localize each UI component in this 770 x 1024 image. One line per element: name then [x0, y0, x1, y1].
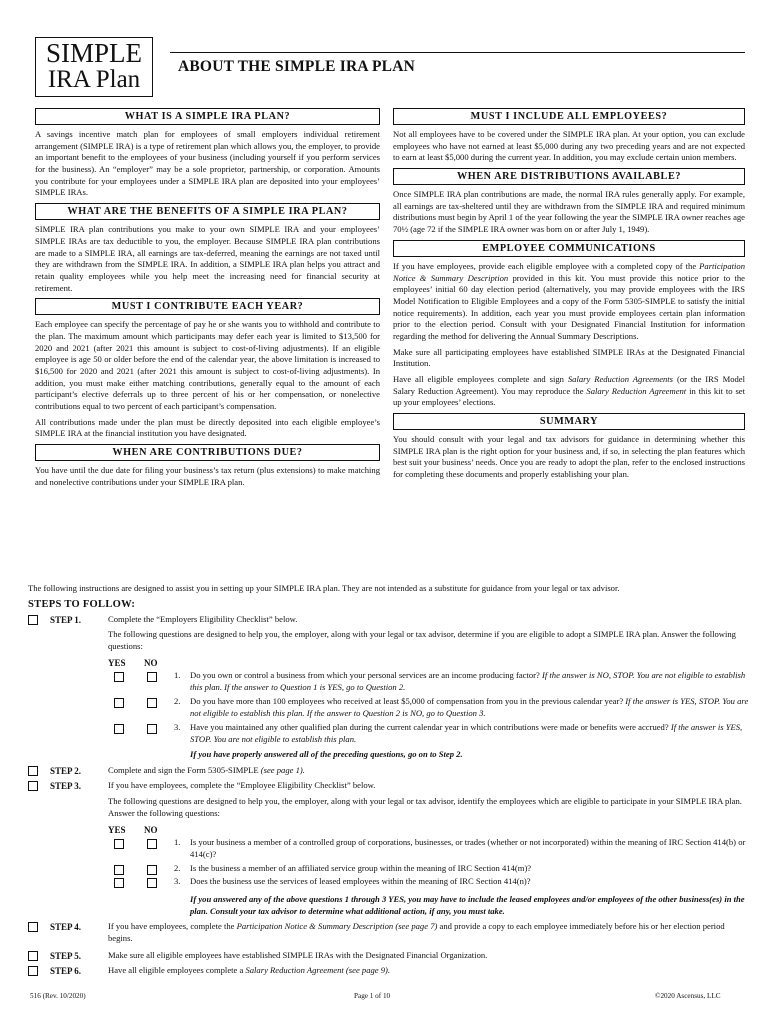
step-3-no-header: NO	[144, 825, 158, 835]
step-2-checkbox[interactable]	[28, 766, 38, 776]
paragraph-contribute: Each employee can specify the percentage of pay he or she wants you to withhold and contribute to the plan. The maximum amount which participants may defer each year is limited to $13,500 for 2020 and 2021 (after 2021 this amount is subject to cost-of-living adjustments). If an eligible employee is age 50 or older before the end of the calendar year, the above limitation is increased to $16,500 for 2020 and 2021 (after 2021 this amount is subject to cost-of-living adjustments). In addition, you must make either matching contributions, generally equal to the amount of each participant’s elective deferrals up to three percent of his or her compensation, or nonelective contributions equal to two percent of each participant’s compensation.	[35, 319, 380, 412]
step-5-text: Make sure all eligible employees have established SIMPLE IRAs with the Designated Financial Organization.	[108, 950, 488, 960]
step-6-label: STEP 6.	[50, 966, 82, 976]
footer-page-number: Page 1 of 10	[354, 992, 391, 1000]
section-heading-what-is: WHAT IS A SIMPLE IRA PLAN?	[35, 108, 380, 125]
step-3-description: The following questions are designed to help you, the employer, along with your legal or tax advisor, identify the employees which are eligible to participate in your SIMPLE IRA plan. Answer the following questions:	[108, 796, 742, 818]
step-3-label: STEP 3.	[50, 781, 82, 791]
step-6-text: Have all eligible employees complete a Salary Reduction Agreement (see page 9).	[108, 965, 391, 975]
paragraph-salary-reduction: Have all eligible employees complete and sign Salary Reduction Agreements (or the IRS Model Salary Reduction Agreement). You may reproduce the Salary Reduction Agreement in this kit to set up your employees’ elections.	[393, 374, 746, 408]
step-2-text: Complete and sign the Form 5305-SIMPLE (see page 1).	[108, 765, 305, 775]
section-heading-due: WHEN ARE CONTRIBUTIONS DUE?	[35, 444, 380, 461]
header-rule	[170, 52, 745, 53]
eq1-yes-checkbox[interactable]	[114, 839, 124, 849]
paragraph-participating: Make sure all participating employees have established SIMPLE IRAs at the Designated Financial Institution.	[393, 346, 745, 369]
eq3-yes-checkbox[interactable]	[114, 878, 124, 888]
eq2-no-checkbox[interactable]	[147, 865, 157, 875]
step-3-yes-header: YES	[108, 825, 126, 835]
section-heading-communications: EMPLOYEE COMMUNICATIONS	[393, 240, 745, 257]
q2-yes-checkbox[interactable]	[114, 698, 124, 708]
page-title: ABOUT THE SIMPLE IRA PLAN	[178, 58, 415, 75]
eq3-no-checkbox[interactable]	[147, 878, 157, 888]
step-1-text: Complete the “Employers Eligibility Checklist” below.	[108, 614, 298, 624]
step-4-checkbox[interactable]	[28, 922, 38, 932]
eq1-no-checkbox[interactable]	[147, 839, 157, 849]
paragraph-distributions: Once SIMPLE IRA plan contributions are made, the normal IRA rules generally apply. For example, all earnings are tax-sheltered until they are withdrawn from the SIMPLE IRA and required minimum distributions must begin by April 1 of the year following the year the SIMPLE IRA owner reaches age 70½ (age 72 if the SIMPLE IRA owner was born on or after July 1, 1949).	[393, 189, 745, 235]
step-1-checkbox[interactable]	[28, 615, 38, 625]
paragraph-communications: If you have employees, provide each eligible employee with a completed copy of the Participation Notice & Summary Description provided in this kit. You must provide this notice prior to the employees’ initial 60 day election period (alternatively, you may provide employees with the IRS Model Notification to Eligible Employees and a copy of the Form 5305-SIMPLE to satisfy the initial notice requirements). In addition, each year you must provide employees certain plan information prior to the election period. Consult with your Designated Financial Institution for information regarding the method for delivering the Annual Summary Descriptions.	[393, 260, 745, 341]
plan-logo	[35, 37, 153, 97]
step-5-checkbox[interactable]	[28, 951, 38, 961]
step-1-yes-header: YES	[108, 658, 126, 668]
section-heading-benefits: WHAT ARE THE BENEFITS OF A SIMPLE IRA PLAN?	[35, 203, 380, 220]
section-heading-summary: SUMMARY	[393, 413, 745, 430]
q3-no-checkbox[interactable]	[147, 724, 157, 734]
step-1-description: The following questions are designed to help you, the employer, along with your legal or tax advisor, determine if you are eligible to adopt a SIMPLE IRA plan. Answer the following questions:	[108, 629, 736, 651]
paragraph-benefits: SIMPLE IRA plan contributions you make to your own SIMPLE IRA and your employees’ SIMPLE IRAs are tax deductible to you, the employer. Because SIMPLE IRA plan contributions are made to a SIMPLE IRA, all earnings are tax-deferred, meaning the earnings are not taxed until they are withdrawn from the SIMPLE IRA. In addition, a SIMPLE IRA plan helps you attract and retain quality employees while you help meet the increasing need for financial security at retirement.	[35, 224, 380, 293]
steps-heading: STEPS TO FOLLOW:	[28, 599, 136, 610]
eq2-yes-checkbox[interactable]	[114, 865, 124, 875]
step-6-checkbox[interactable]	[28, 966, 38, 976]
step-4-text: If you have employees, complete the Participation Notice & Summary Description (see page 7) and provide a copy to each employee immediately before his or her election period begins.	[108, 921, 725, 943]
step-4-label: STEP 4.	[50, 922, 82, 932]
footer-copyright: ©2020 Ascensus, LLC	[655, 992, 721, 1000]
q1-no-checkbox[interactable]	[147, 672, 157, 682]
step-3-checkbox[interactable]	[28, 781, 38, 791]
paragraph-deposits: All contributions made under the plan must be directly deposited into each eligible employee’s SIMPLE IRA at the financial institution you have designated.	[35, 416, 380, 439]
left-column	[35, 108, 380, 493]
step-2-label: STEP 2.	[50, 766, 82, 776]
step-1-note: If you have properly answered all of the preceding questions, go on to Step 2.	[190, 749, 463, 759]
step-5-label: STEP 5.	[50, 951, 82, 961]
q1-yes-checkbox[interactable]	[114, 672, 124, 682]
paragraph-due: You have until the due date for filing your business’s tax return (plus extensions) to make matching and nonelective contributions under your SIMPLE IRA plan.	[35, 465, 380, 487]
q2-no-checkbox[interactable]	[147, 698, 157, 708]
q3-yes-checkbox[interactable]	[114, 724, 124, 734]
step-1-label: STEP 1.	[50, 615, 82, 625]
section-heading-include: MUST I INCLUDE ALL EMPLOYEES?	[393, 108, 745, 125]
right-column	[393, 108, 745, 485]
paragraph-summary: You should consult with your legal and tax advisors for guidance in determining whether this SIMPLE IRA plan is the right option for your business and, if so, in selecting the plan features which best suit your business’ needs. Once you are ready to adopt the plan, refer to the enclosed instructions for completing these documents and properly establishing your plan.	[393, 434, 745, 480]
step-3-note: If you answered any of the above questions 1 through 3 YES, you may have to include the leased employees and/or employees of the other business(es) in the plan. Consult your tax advisor to determine what additional action, if any, you must take.	[190, 894, 745, 916]
section-heading-distributions: WHEN ARE DISTRIBUTIONS AVAILABLE?	[393, 168, 745, 185]
logo-line-2: IRA Plan	[47, 66, 141, 93]
step-1-no-header: NO	[144, 658, 158, 668]
section-heading-contribute: MUST I CONTRIBUTE EACH YEAR?	[35, 298, 380, 315]
step-3-text: If you have employees, complete the “Employee Eligibility Checklist” below.	[108, 780, 376, 790]
instructions-intro: The following instructions are designed to assist you in setting up your SIMPLE IRA plan. They are not intended as a substitute for guidance from your legal or tax advisor.	[28, 583, 620, 593]
logo-line-1: SIMPLE	[45, 38, 143, 68]
paragraph-include: Not all employees have to be covered under the SIMPLE IRA plan. At your option, you can exclude employees who have not earned at least $5,000 during any two preceding years and are not expected to earn at least $5,000 during the current year. In addition, you may exclude certain union members.	[393, 129, 745, 163]
paragraph-what-is: A savings incentive match plan for employees of small employers individual retirement arrangement (SIMPLE IRA) is a type of retirement plan which allows you, the employer, to provide an important benefit to the employees of your business (including yourself if you perform services for the business). An “employer” may be a sole proprietor, partnership, or corporation. Amounts you contribute for your employees under a SIMPLE IRA plan are deposited into your employees’ SIMPLE IRAs.	[35, 129, 380, 198]
footer-form-number: 516 (Rev. 10/2020)	[30, 992, 86, 1000]
